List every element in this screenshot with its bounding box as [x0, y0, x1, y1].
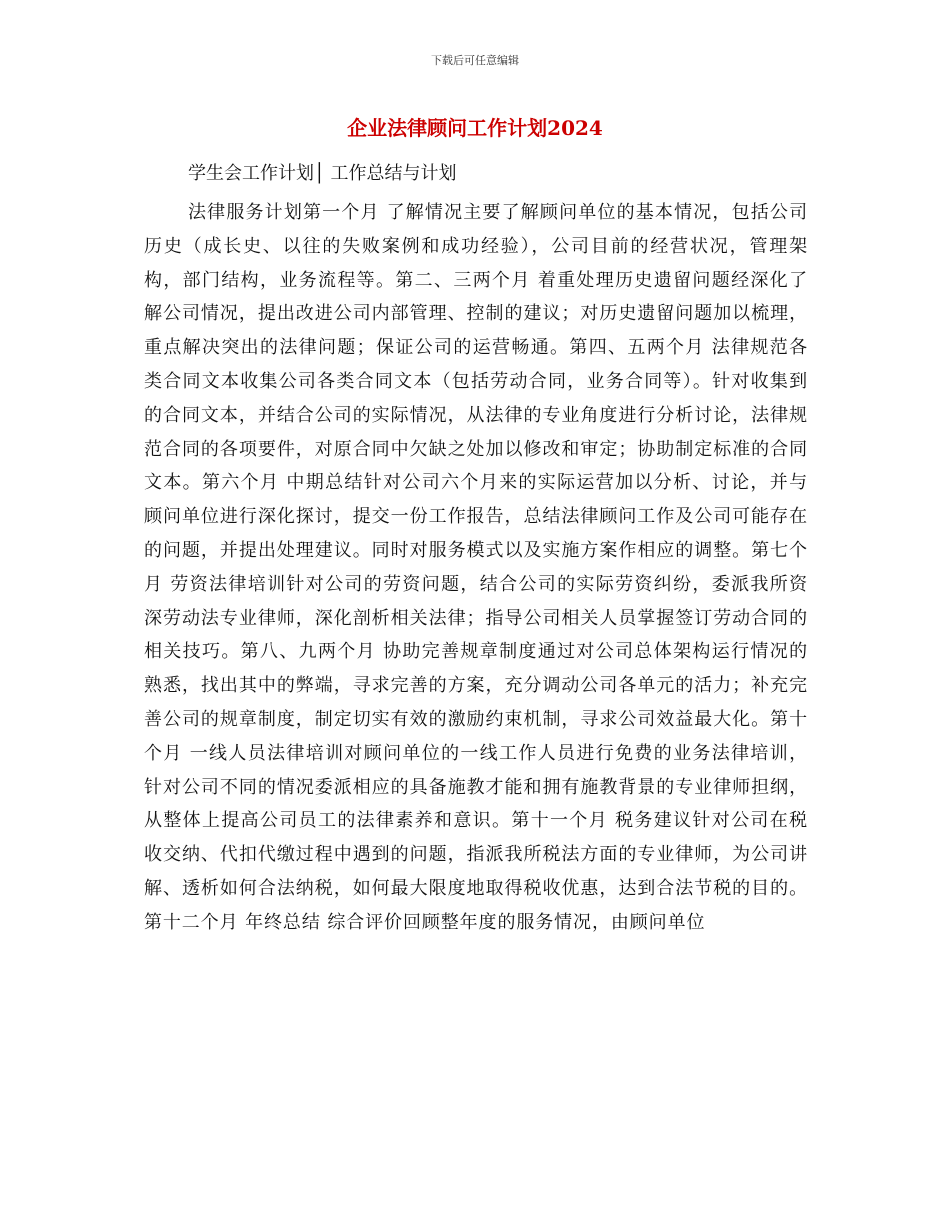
- document-title: 企业法律顾问工作计划2024: [347, 116, 603, 140]
- document-body-paragraph: 法律服务计划第一个月 了解情况主要了解顾问单位的基本情况，包括公司历史（成长史、以往的失败案例和成功经验），公司目前的经营状况，管理架构，部门结构，业务流程等。第二、三两个月 着重处理历史遗留问题经深化了解公司情况，提出改进公司内部管理、控制的建议；对历史遗留问题加以梳理，重点解决突出的法律问题；保证公司的运营畅通。第四、五两个月 法律规范各类合同文本收集公司各类合同文本（包括劳动合同，业务合同等）。针对收集到的合同文本，并结合公司的实际情况，从法律的专业角度进行分析讨论，法律规范合同的各项要件，对原合同中欠缺之处加以修改和审定；协助制定标准的合同文本。第六个月 中期总结针对公司六个月来的实际运营加以分析、讨论，并与顾问单位进行深化探讨，提交一份工作报告，总结法律顾问工作及公司可能存在的问题，并提出处理建议。同时对服务模式以及实施方案作相应的调整。第七个月 劳资法律培训针对公司的劳资问题，结合公司的实际劳资纠纷，委派我所资深劳动法专业律师，深化剖析相关法律；指导公司相关人员掌握签订劳动合同的相关技巧。第八、九两个月 协助完善规章制度通过对公司总体架构运行情况的熟悉，找出其中的弊端，寻求完善的方案，充分调动公司各单元的活力；补充完善公司的规章制度，制定切实有效的激励约束机制，寻求公司效益最大化。第十个月 一线人员法律培训对顾问单位的一线工作人员进行免费的业务法律培训，针对公司不同的情况委派相应的具备施教才能和拥有施教背景的专业律师担纲，从整体上提高公司员工的法律素养和意识。第十一个月 税务建议针对公司在税收交纳、代扣代缴过程中遇到的问题，指派我所税法方面的专业律师，为公司讲解、透析如何合法纳税，如何最大限度地取得税收优惠，达到合法节税的目的。第十二个月 年终总结 综合评价回顾整年度的服务情况，由顾问单位: [144, 202, 808, 933]
- document-subheading: 学生会工作计划│ 工作总结与计划: [188, 163, 457, 184]
- page-header-note: 下载后可任意编辑: [431, 54, 519, 67]
